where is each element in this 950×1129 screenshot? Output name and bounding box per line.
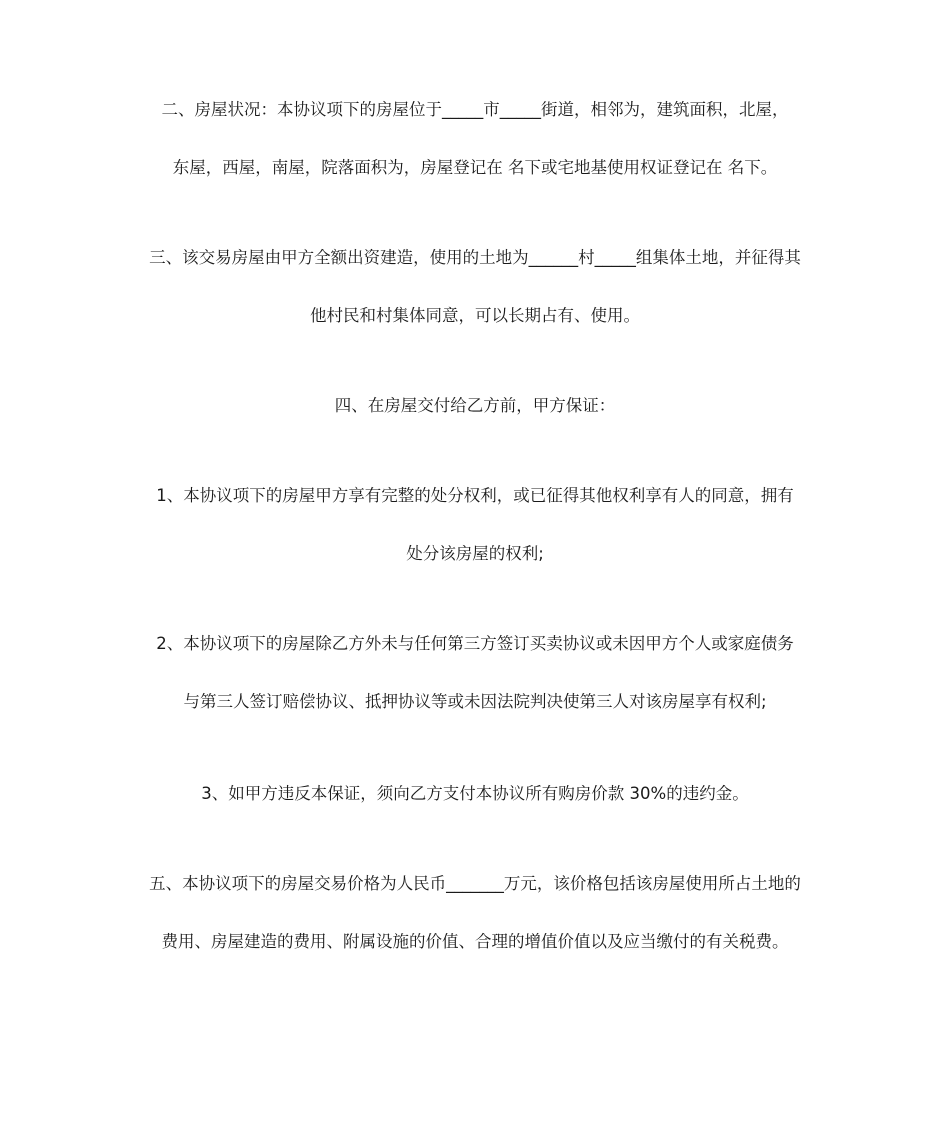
clause-4-heading: 四、在房屋交付给乙方前，甲方保证： — [334, 396, 616, 415]
clause-4-item-2-line-2: 与第三人签订赔偿协议、抵押协议等或未因法院判决使第三人对该房屋享有权利; — [183, 692, 767, 711]
clause-3-line-1: 三、该交易房屋由甲方全额出资建造，使用的土地为______村_____组集体土地，并征得其 — [149, 248, 801, 267]
clause-4-item-1-line-2: 处分该房屋的权利; — [406, 544, 544, 563]
clause-4-item-2-line-1: 2、本协议项下的房屋除乙方外未与任何第三方签订买卖协议或未因甲方个人或家庭债务 — [156, 634, 794, 653]
clause-4-item-3: 3、如甲方违反本保证，须向乙方支付本协议所有购房价款 30%的违约金。 — [201, 784, 749, 803]
clause-2-line-1: 二、房屋状况：本协议项下的房屋位于_____市_____街道，相邻为，建筑面积，北屋， — [161, 100, 789, 119]
clause-5-line-2: 费用、房屋建造的费用、附属设施的价值、合理的增值价值以及应当缴付的有关税费。 — [161, 932, 789, 951]
clause-2-line-2: 东屋，西屋，南屋，院落面积为，房屋登记在 名下或宅地基使用权证登记在 名下。 — [172, 158, 778, 177]
clause-3-line-2: 他村民和村集体同意，可以长期占有、使用。 — [310, 306, 640, 325]
clause-4-item-1-line-1: 1、本协议项下的房屋甲方享有完整的处分权利，或已征得其他权利享有人的同意，拥有 — [156, 486, 794, 505]
clause-5-line-1: 五、本协议项下的房屋交易价格为人民币_______万元，该价格包括该房屋使用所占土地的 — [149, 874, 801, 893]
